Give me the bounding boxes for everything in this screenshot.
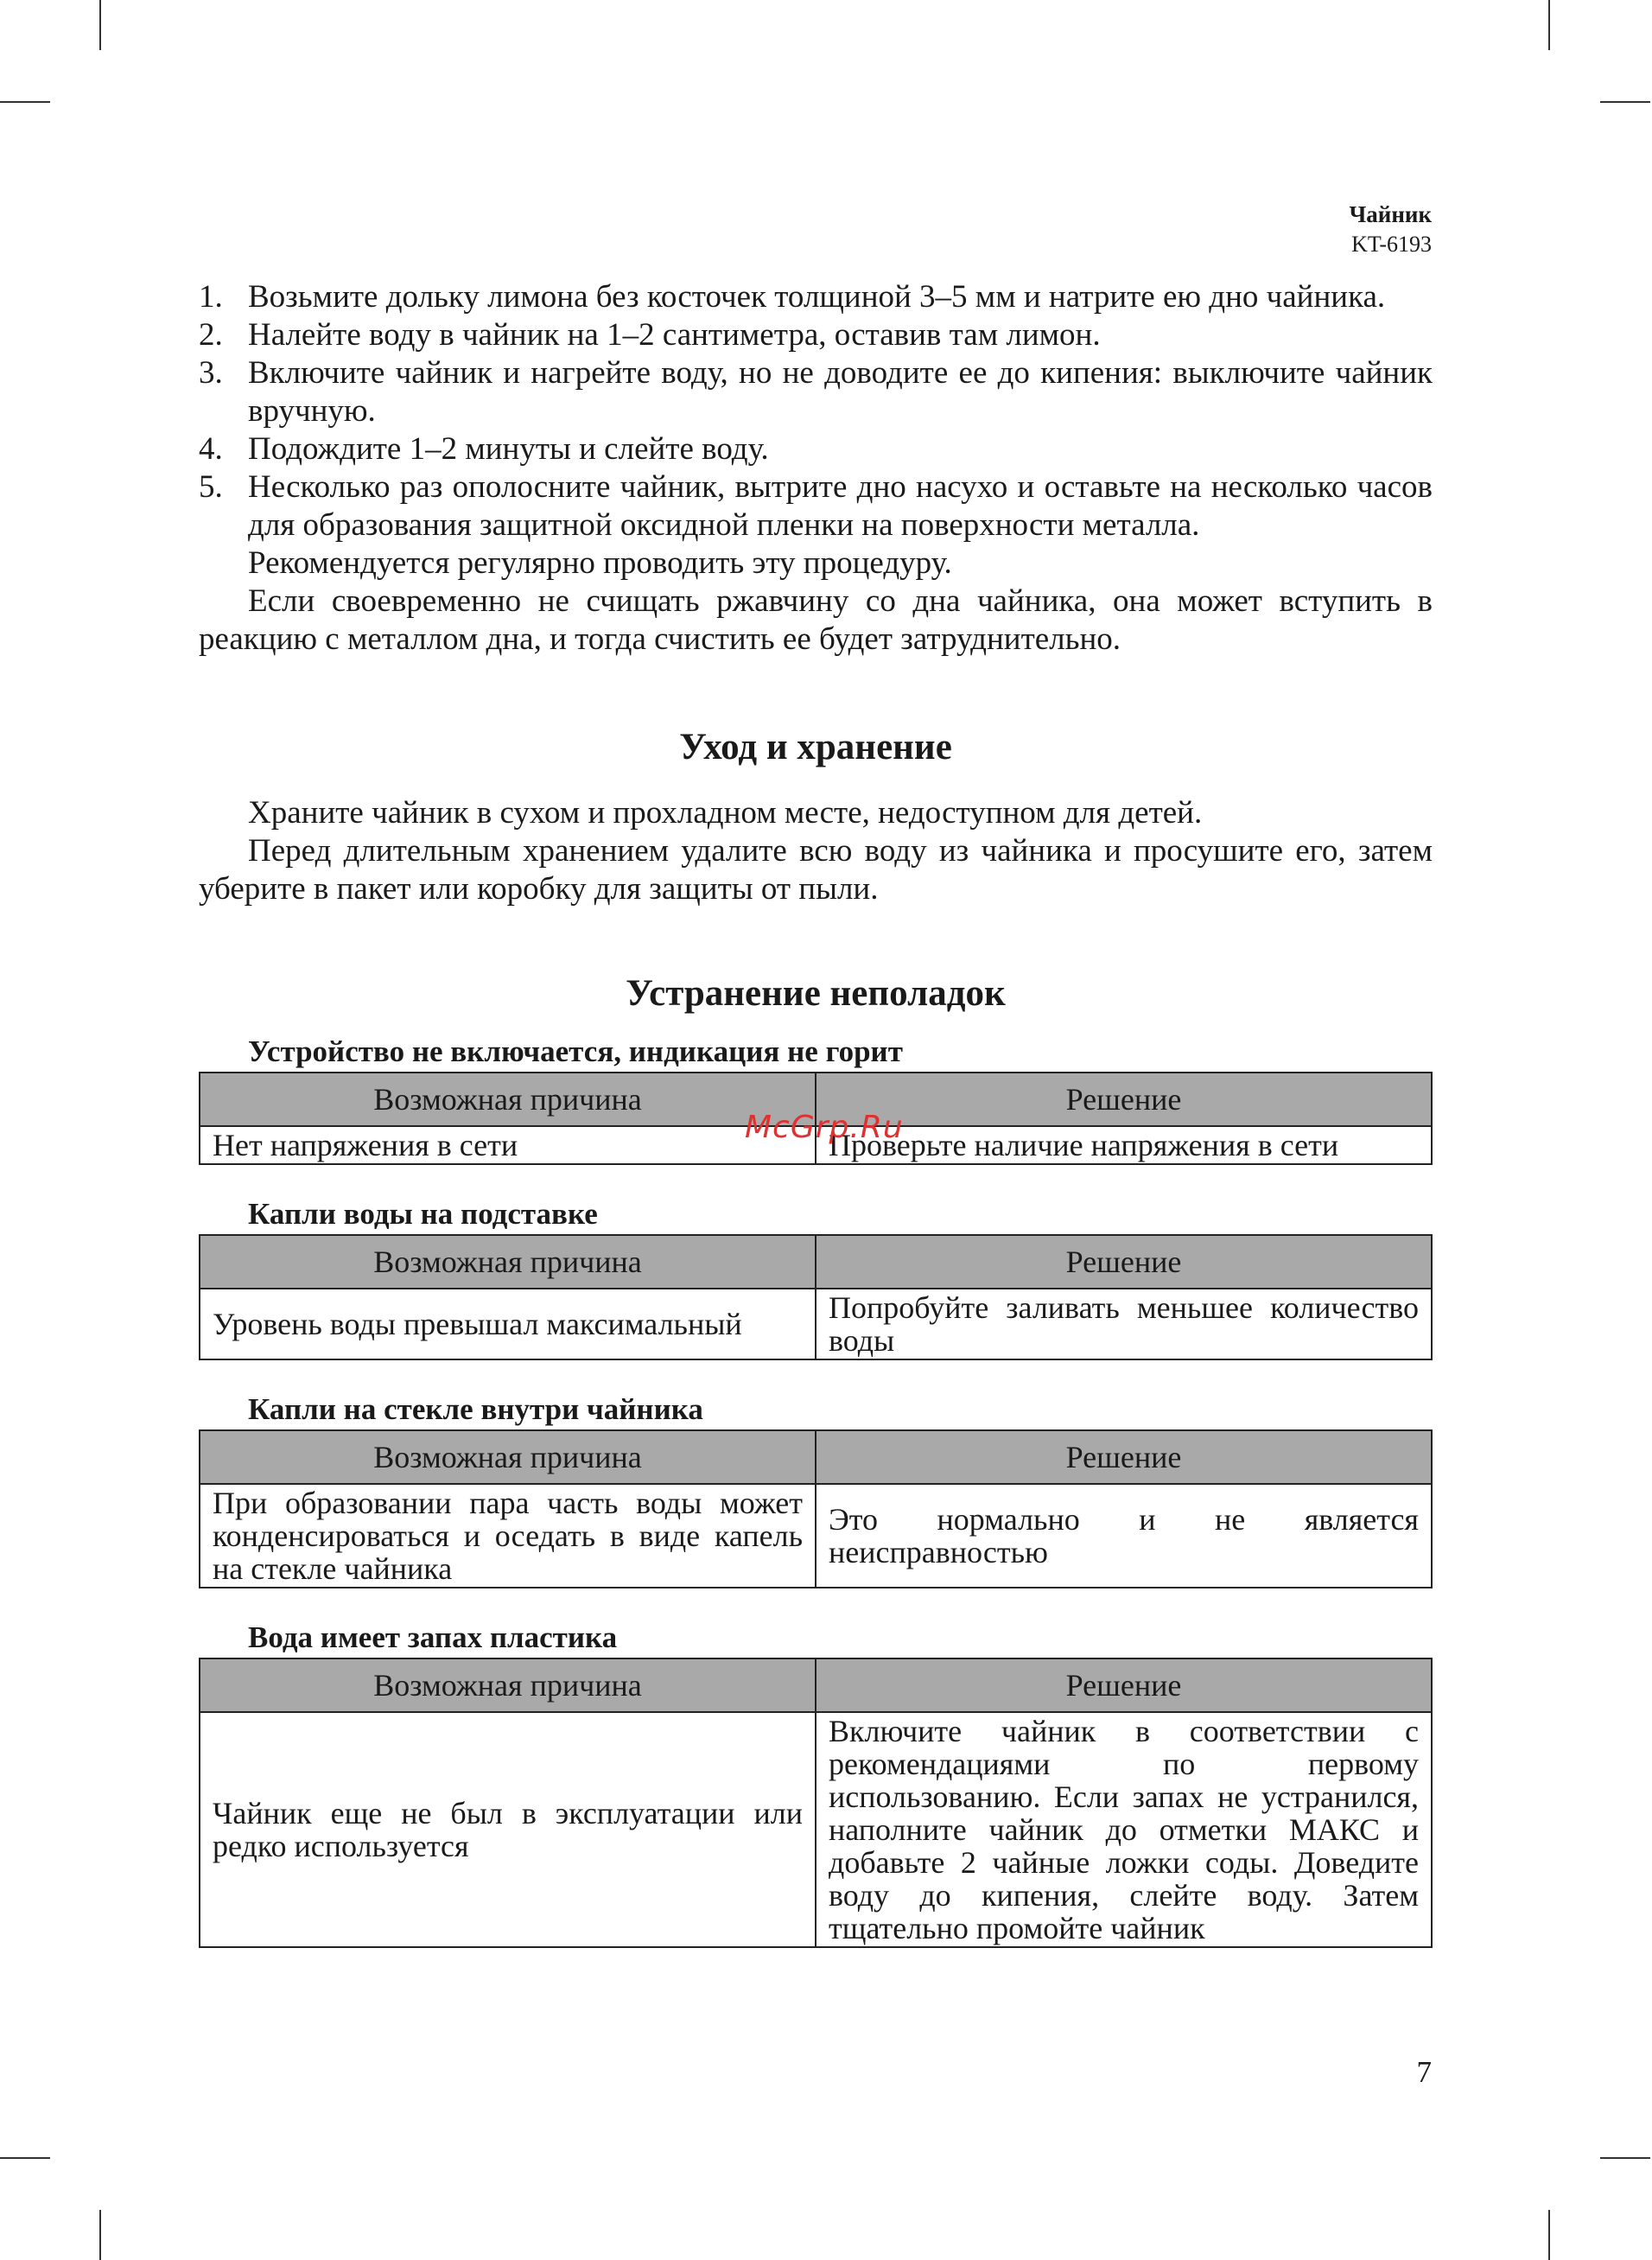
column-header-cause: Возможная причина xyxy=(200,1430,816,1484)
cause-cell: Чайник еще не был в эксплуатации или редко используется xyxy=(200,1712,816,1947)
list-item: 2. Налейте воду в чайник на 1–2 сантиметра, оставив там лимон. xyxy=(199,317,1101,353)
model-number: KT-6193 xyxy=(1351,232,1432,257)
crop-mark xyxy=(99,2210,101,2260)
steps-list xyxy=(199,278,1433,544)
crop-mark xyxy=(1548,2210,1550,2260)
list-item: 4. Подождите 1–2 минуты и слейте воду. xyxy=(199,431,769,467)
crop-mark xyxy=(0,101,50,103)
issue-table xyxy=(199,1234,1433,1360)
page-header xyxy=(1349,199,1432,259)
column-header-cause: Возможная причина xyxy=(200,1235,816,1289)
issue-table xyxy=(199,1658,1433,1948)
solution-cell: Включите чайник в соответствии с рекомендациями по первому использованию. Если запах не устранился, наполните чайник до отметки МАКС и добавьте 2 чайные ложки соды. Доведите воду до кипения, слейте воду. Затем тщательно промойте чайник xyxy=(816,1712,1432,1947)
issue-heading: Капли воды на подставке xyxy=(248,1197,598,1231)
crop-mark xyxy=(99,0,101,50)
cause-cell: При образовании пара часть воды может конденсироваться и оседать в виде капель на стекле чайника xyxy=(200,1484,816,1588)
cause-cell: Уровень воды превышал максимальный xyxy=(200,1289,816,1359)
issue-heading: Капли на стекле внутри чайника xyxy=(248,1392,703,1426)
rust-paragraph: Если своевременно не счищать ржавчину со дна чайника, она может вступить в реакцию с металлом дна, и тогда счистить ее будет затруднительно. xyxy=(199,583,1433,657)
column-header-solution: Решение xyxy=(816,1073,1432,1126)
crop-mark xyxy=(1548,0,1550,50)
care-title: Уход и хранение xyxy=(679,727,952,767)
crop-mark xyxy=(1600,101,1650,103)
issue-table xyxy=(199,1429,1433,1588)
solution-cell: Проверьте наличие напряжения в сети xyxy=(816,1126,1432,1164)
table-row xyxy=(200,1289,1432,1359)
column-header-solution: Решение xyxy=(816,1235,1432,1289)
column-header-cause: Возможная причина xyxy=(200,1658,816,1712)
product-name: Чайник xyxy=(1349,201,1432,227)
column-header-solution: Решение xyxy=(816,1658,1432,1712)
table-row xyxy=(200,1484,1432,1588)
issue-heading: Вода имеет запах пластика xyxy=(248,1620,618,1654)
troubleshooting-title: Устранение неполадок xyxy=(626,973,1006,1014)
list-item: 1. Возьмите дольку лимона без косточек толщиной 3–5 мм и натрите ею дно чайника. xyxy=(199,279,1386,315)
crop-mark xyxy=(1600,2157,1650,2159)
column-header-solution: Решение xyxy=(816,1430,1432,1484)
issue-heading: Устройство не включается, индикация не горит xyxy=(248,1035,903,1068)
cause-cell: Нет напряжения в сети xyxy=(200,1126,816,1164)
solution-cell: Это нормально и не является неисправностью xyxy=(816,1484,1432,1588)
table-row xyxy=(200,1712,1432,1947)
recommend-paragraph: Рекомендуется регулярно проводить эту процедуру. xyxy=(248,545,952,581)
crop-mark xyxy=(0,2157,50,2159)
care-paragraph-1: Храните чайник в сухом и прохладном месте, недоступном для детей. xyxy=(248,795,1203,831)
list-item: 5. Несколько раз ополосните чайник, вытрите дно насухо и оставьте на несколько часов для образования защитной оксидной пленки на поверхности металла. xyxy=(199,469,1433,543)
watermark: McGrp.Ru xyxy=(745,1110,904,1145)
column-header-cause: Возможная причина xyxy=(200,1073,816,1126)
care-paragraph-2: Перед длительным хранением удалите всю воду из чайника и просушите его, затем уберите в пакет или коробку для защиты от пыли. xyxy=(199,833,1433,907)
page-number: 7 xyxy=(1416,2055,1432,2089)
solution-cell: Попробуйте заливать меньшее количество воды xyxy=(816,1289,1432,1359)
list-item: 3. Включите чайник и нагрейте воду, но не доводите ее до кипения: выключите чайник вручную. xyxy=(199,355,1433,429)
